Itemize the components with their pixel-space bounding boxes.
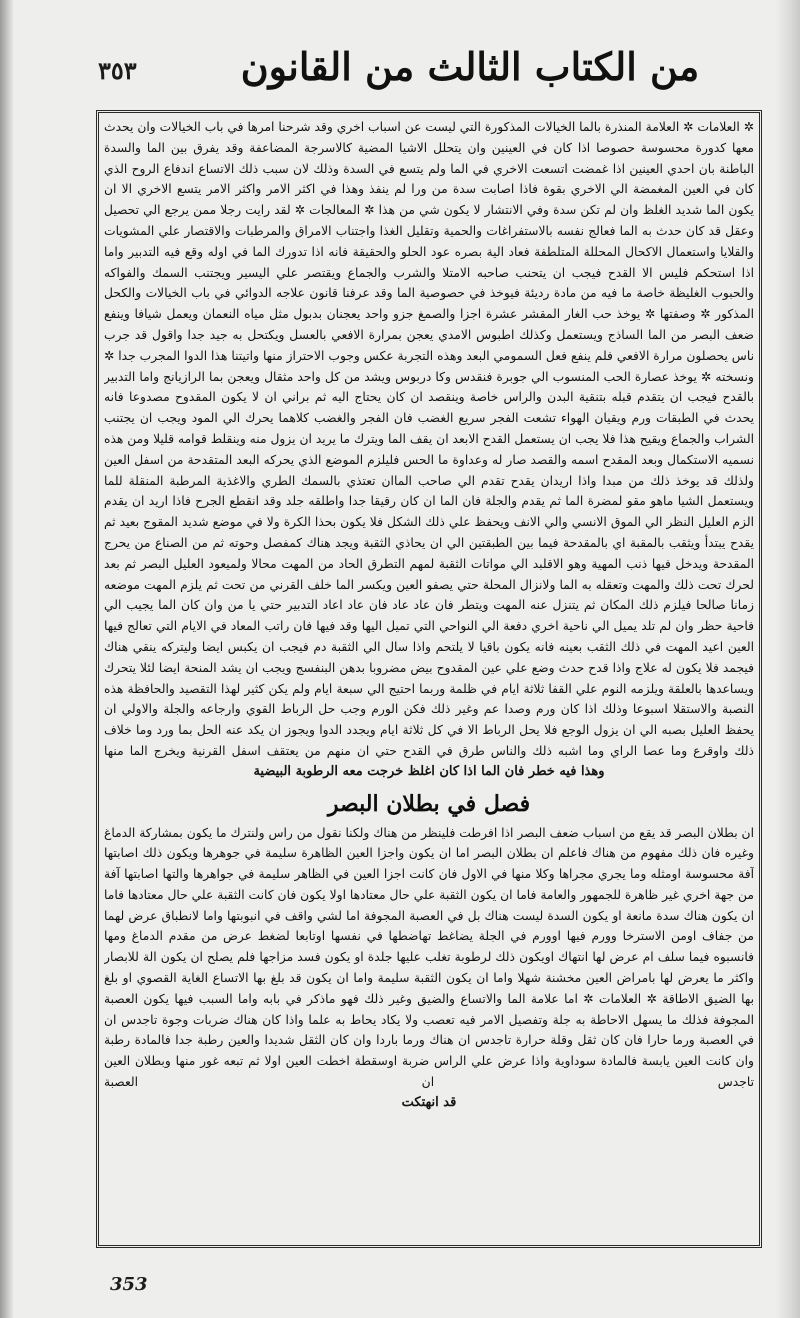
running-head: من الكتاب الثالث من القانون: [240, 44, 700, 89]
section-heading: فصل في بطلان البصر: [327, 790, 531, 817]
paragraph-signs-and-treatment: ✲ العلامات ✲ العلامة المنذرة بالما الخيالات المذكورة التي ليست عن اسباب اخري وقد شرحنا امرها في باب الخيالات وان يحدث معها كدورة محسوسة حصوصا اذا كان في العينين وان يتحلل الاشيا المضية كالاسرجة المضاعفة وقد يفرق بين الما والسدة الباطنة بان احدي العينين اذا غمضت اتسعت الاخري في الما ولم يتسع في السدة وذلك لان سبب ذلك الاتساع اندفاع الروح الذي كان في العين المغمضة الي الاخري بقوة فاذا اصابت سدة من ورا لم ينفذ وهذا في اكثر الامر واكثر الامر يتسع الاخري الا ان يكون الما شديد الغلظ وان لم تكن سدة وفي الانتشار لا يكون شي من هذا ✲ المعالجات ✲ لقد رايت رجلا ممن يرجع الي تحصيل وعقل قد كان حدث به الما فعالج نفسه بالاستفراغات والحمية وتقليل الغذا واجتناب الامراق والمرطبات والاقتصار علي المشويات والقلايا واستعمال الاكحال المحللة المتلطفة فعاد الية بصره عود الحلو والحقيقة فانه اذا تدورك الما في اوله وقع فيه التدبير واما اذا استحكم فليس الا القدح فيجب ان يتحنب صاحبه الامتلا والشرب والجماع ويقتصر علي اليسير ويجتنب السمك والفواكه والحبوب الغليظة خاصة ما فيه من مادة رديئة فيوخذ في حصوصية الما وقد عرفنا قانون علاجه الدوائي في باب الخيالات والكحل المذكور ✲ وصفتها ✲ يوخذ حب الغار المقشر عشرة اجزا والصمغ جزو واحد يعجنان بدبول مثل مياه النعمان ويعمل شيافا وينفع ضعف البصر من الما الساذج ويستعمل وكذلك اطبوس الامدي يعجن بمرارة الافعي بالعسل ويكتحل به جيد جدا واقول قد جرب ناس يحصلون مرارة الافعي فلم ينفع فعل السمومي البعد وهذه التجربة عكس وجوب الاحتراز منها واتيتنا هذا الدوا المجرب جدا ✲ ونسخته ✲ يوخذ عصارة الحب المنسوب الي جوبرة فنقدس وكا دربوس ويشد من كل واحد مثقال ويعجن بما الرازيانج واما التدبير بالقدح فيجب ان يتقدم قبله بتنقية البدن والراس خاصة وينقصد ان كان يحتاج اليه ثم براني ان لا يكون المقدوح مصدوعا فانه يحدث في الطبقات ورم ويقيان الهواء تشعت الفجر سريع الغضب فان الفجر والغضب كلاهما يحرك الي المود ويجب ان يجتنب الشراب والجماع ويقيح هذا فلا يجب ان يستعمل القدح الابعد ان يقف الما ويترك ما يريد ان يزول منه وينقلط قوامه قليلا ومن هذه نسميه الاستكمال وبعد المقدح اسمه والقصد صار له وعداوة ما الحس فليلزم الموضع الذي يحركه البعد المتقدحة من اسفل العين ولذلك قد يوخذ ذلك من مبدا واذا اريدان يقدح تقدم الي صاحب الماان تعتذي بالسمك الطري والاغذية المرطبة المنقلة للما ويستعمل الشيا ماهو مقو لمضرة الما ثم يقدم والجلة فان الما ان كان رقيقا جدا واطلقه جلد وقد انقطع الجرح فاذا اريد ان يقدم الزم العليل النظر الي الموق الانسي والي الانف ويحفظ علي ذلك الشكل فلا يكون بحذا الكرة ولا في موضع شديد المقوج بعيد ثم يقدح يبتدأ ويثقب بالمقبة اي بالمقدحة فيما بين الطبقتين الي ان يحاذي الثقبة ويجد هناك كمفصل وحوته ثم من الصناع من يحرج المقدحة ويدخل فيها ذنب المهية وهو الاقلبد الي مواتات الثقبة لمهم التطرق الحاد من المهت محالا ولميعود العليل البصر ثم بعد لحرك تحت ذلك والمهت وتعقله به الما ولانزال المحلة حتي يصفو العين ويكسر الما خلف القرني من تحت ثم يلزم المهت موضعه زمانا صالحا فيلزم ذلك المكان ثم يتنزل عنه المهت ويتطر فان عاد عاد فان عاد اعاد التدبير حتي يا من وان كان الما يجيب الي فاحية حظر وان لم تلد يميل الي ناحية اخري دفعة الي النواحي التي تميل اليها وقد فيها فان راتب المعاد في الايام التي تعالج فيها العين اعيد المهت في ذلك الثقب بعينه فانه يكون باقيا لا يلتحم واذا سال الي الثقبة دم فيجب ان يكبس ايضا وليتركه ينقي هناك فيجمد فلا يكون له علاج واذا قدح حدث وضع علي عين المقدوح بيض مضروبا بدهن البنفسج ويجب ان يشد المنحة ايضا لئلا يتحرك ويساعدها بالعلقة ويلزمه النوم علي القفا ثلاثة ايام في ظلمة وربما احتيج الي سبعة ايام ولم يكن كثير لهذا التقصيد والحافظة هذه النصبة والاستقلا اسبوعا وذلك اذا كان ورم وصدا عم وغير ذلك فكن الورم وجب حل الرباط القوي وارجاعه والجلة والاولي ان يحفظ العليل بصبه الي ان يزول الوجع فلا يحل الرباط الا في كل ثلاثة ايام ويجدد الدوا ويجوز ان يكد عنه الحل بما ورد وما خلاف ذلك واوقرع وما عصا الراي وما اشبه ذلك والناس طرق في القدح حتي ان منهم من يعتقف اسفل القرنية ويخرج الما منها: [104, 120, 754, 758]
page-header: [90, 38, 730, 100]
main-text: [104, 117, 754, 1241]
page-number-arabic: ٣٥٣: [98, 56, 137, 85]
binding-shadow: [0, 0, 14, 1318]
paragraph-end-line: وهذا فيه خطر فان الما اذا كان اغلظ خرجت معه الرطوبة البيضية: [253, 763, 605, 779]
closing-line: قد انهتكت: [401, 1094, 457, 1110]
page-number-latin: 353: [110, 1274, 148, 1295]
page-edge: [776, 0, 800, 1318]
paragraph-loss-of-sight: ان بطلان البصر قد يقع من اسباب ضعف البصر اذا افرطت فلينظر من هناك ولكنا نقول من راس ولنترك ما يكون بمشاركة الدماغ وغيره فان ذلك مفهوم من هناك فاعلم ان بطلان البصر اما ان يكون واجزا العين الظاهرة سليمة في جوهرها ويكون ذلك اصابتها آفة محسوسة اومثله وما يجري مجراها وكلا منها في الاول فان كانت اجزا العين في الظاهر سليمة في جواهرها والتها اصابتها آفة من جهة اخري غير ظاهرة للجمهور والعامة فاما ان يكون الثقبة علي حال معتادها اولا يكون فان كانت الثقبة علي حال معتادها فاما ان يكون هناك سدة مانعة او يكون السدة ليست هناك بل في العصبة المجوفة اما لشي واقف في انبوبتها واما لانطباق عرض لهما من جفاف اومن الاسترخا وورم فيها اوورم في الجلة يضاغط تهاضطها في نفسها اوتابعا لضغط عرض من مقدم الدماغ ومها فانسبوه فيما سلف ام عرض لها انتهاك اويكون ذلك لرطوبة تغلب عليها جلدة او يكون فسد مزاجها فلم يصلح ان يكون الة للابصار واكثر ما يعرض لها بامراض العين مخشنة شهلا واما ان يكون الثقبة سليمة واما ان يكون قد بلغ بها الاتساع الغاية القصوي او بلغ بها الضيق الاطاقة ✲ العلامات ✲ اما علامة الما والاتساع والضيق وغير ذلك فهو ماذكر في بابه واما السبب فيها يكون العصبة المجوفة فذلك ما يسهل الاحاطة به جلة وتفصيل الامر فيه تعصب ولا يكاد يحاط به علما واذا كان هناك ضربات وجوة تاجدس ان في العصبة ورما حارا فان كان ثقل وقلة حرارة تاجدس ان هناك ورما باردا وان كان الثقل شديدا والعين رطبة جدا فالمادة رطبة وان كانت العين يابسة فالمادة سوداوية واذا عرض علي الراس ضربة اوسقطة اخطت العين اولا ثم تبعه غور منها وبطلان العين تاجدس ان العصبة: [104, 825, 754, 1090]
